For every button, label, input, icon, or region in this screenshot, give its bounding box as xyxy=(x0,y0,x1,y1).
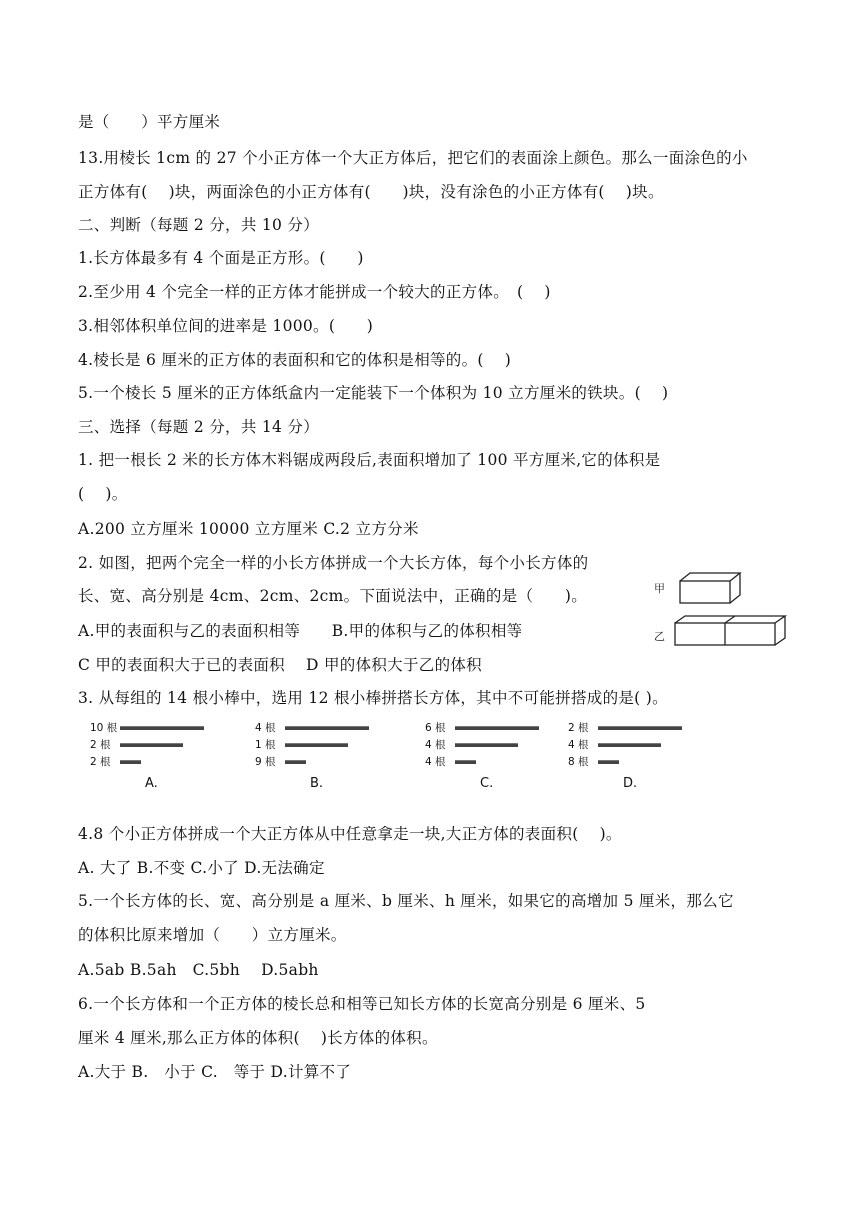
stick xyxy=(285,760,306,764)
option-letter: B. xyxy=(310,776,324,791)
option-letter: A. xyxy=(145,776,158,791)
stick-row xyxy=(568,720,718,734)
choice-q6-line-2: 厘米 4 厘米,那么正方体的体积( )长方体的体积。 xyxy=(78,1029,438,1047)
stick-count-label: 4 根 xyxy=(255,722,276,734)
stick-count-label: 10 根 xyxy=(90,722,118,734)
judge-q5: 5.一个棱长 5 厘米的正方体纸盒内一定能装下一个体积为 10 立方厘米的铁块。( ) xyxy=(78,384,669,402)
choice-q2-line-2: 长、宽、高分别是 4cm、2cm、2cm。下面说法中，正确的是（ )。 xyxy=(78,587,587,605)
stick-count-label: 4 根 xyxy=(425,756,446,768)
q13-line-1: 13.用棱长 1cm 的 27 个小正方体一个大正方体后，把它们的表面涂上颜色。那么一面涂色的小 xyxy=(78,149,748,167)
choice-q5-line-2: 的体积比原来增加（ ）立方厘米。 xyxy=(78,926,347,944)
label-jia: 甲 xyxy=(654,582,665,595)
stick-row xyxy=(90,754,240,768)
stick xyxy=(120,743,183,747)
stick-count-label: 1 根 xyxy=(255,739,276,751)
label-yi: 乙 xyxy=(654,630,665,643)
stick-row xyxy=(255,754,405,768)
judge-q3: 3.相邻体积单位间的进率是 1000。( ) xyxy=(78,317,374,335)
stick-row xyxy=(568,737,718,751)
option-letter: C. xyxy=(480,776,494,791)
stick xyxy=(285,743,348,747)
choice-q1-line-2: ( )。 xyxy=(78,485,128,503)
stick-count-label: 4 根 xyxy=(568,739,589,751)
choice-q2-options-cd: C 甲的表面积大于已的表面积 D 甲的体积大于乙的体积 xyxy=(78,656,482,674)
stick xyxy=(120,760,141,764)
stick-count-label: 2 根 xyxy=(90,739,111,751)
choice-q1-line-1: 1. 把一根长 2 米的长方体木料锯成两段后,表面积增加了 100 平方厘米,它的体积是 xyxy=(78,451,661,469)
stick-count-label: 9 根 xyxy=(255,756,276,768)
choice-q6-options: A.大于 B. 小于 C. 等于 D.计算不了 xyxy=(78,1063,352,1081)
choice-q5-options: A.5ab B.5ah C.5bh D.5abh xyxy=(78,961,319,979)
stick xyxy=(120,726,204,730)
q12-continuation: 是（ ）平方厘米 xyxy=(78,113,221,131)
stick-count-label: 8 根 xyxy=(568,756,589,768)
stick xyxy=(598,726,682,730)
stick-count-label: 6 根 xyxy=(425,722,446,734)
judge-q4: 4.棱长是 6 厘米的正方体的表面积和它的体积是相等的。( ) xyxy=(78,351,512,369)
stick-row xyxy=(425,754,575,768)
stick-group-d xyxy=(568,720,718,796)
stick xyxy=(285,726,369,730)
figure-boxes xyxy=(650,566,790,650)
stick-count-label: 2 根 xyxy=(568,722,589,734)
choice-q2-options-ab: A.甲的表面积与乙的表面积相等 B.甲的体积与乙的体积相等 xyxy=(78,622,523,640)
stick xyxy=(455,760,476,764)
stick-row xyxy=(90,720,240,734)
choice-q3-stem: 3. 从每组的 14 根小棒中，选用 12 根小棒拼搭长方体，其中不可能拼搭成的是( )。 xyxy=(78,689,668,707)
boxes-drawing xyxy=(650,566,790,650)
stick xyxy=(455,743,518,747)
stick-group-b xyxy=(255,720,405,796)
figure-sticks xyxy=(90,720,710,796)
stick xyxy=(598,760,619,764)
section-judgement-heading: 二、判断（每题 2 分，共 10 分） xyxy=(78,216,319,234)
choice-q2-line-1: 2. 如图，把两个完全一样的小长方体拼成一个大长方体，每个小长方体的 xyxy=(78,554,589,572)
stick-row xyxy=(255,720,405,734)
choice-q4-options: A. 大了 B.不变 C.小了 D.无法确定 xyxy=(78,859,325,877)
stick-group-a xyxy=(90,720,240,796)
stick-row xyxy=(90,737,240,751)
stick-count-label: 2 根 xyxy=(90,756,111,768)
stick-row xyxy=(568,754,718,768)
stick-count-label: 4 根 xyxy=(425,739,446,751)
stick-row xyxy=(255,737,405,751)
choice-q4-stem: 4.8 个小正方体拼成一个大正方体从中任意拿走一块,大正方体的表面积( )。 xyxy=(78,825,622,843)
choice-q6-line-1: 6.一个长方体和一个正方体的棱长总和相等已知长方体的长宽高分别是 6 厘米、5 xyxy=(78,995,646,1013)
choice-q1-options: A.200 立方厘米 10000 立方厘米 C.2 立方分米 xyxy=(78,520,419,538)
stick xyxy=(455,726,539,730)
judge-q1: 1.长方体最多有 4 个面是正方形。( ) xyxy=(78,249,364,267)
stick-row xyxy=(425,737,575,751)
stick-row xyxy=(425,720,575,734)
option-letter: D. xyxy=(623,776,638,791)
box-jia xyxy=(680,573,740,603)
q13-line-2: 正方体有( )块，两面涂色的小正方体有( )块，没有涂色的小正方体有( )块。 xyxy=(78,183,664,201)
choice-q5-line-1: 5.一个长方体的长、宽、高分别是 a 厘米、b 厘米、h 厘米，如果它的高增加 5 厘米，那么它 xyxy=(78,892,734,910)
box-yi xyxy=(675,616,785,645)
stick xyxy=(598,743,661,747)
stick-group-c xyxy=(425,720,575,796)
section-choice-heading: 三、选择（每题 2 分，共 14 分） xyxy=(78,418,319,436)
judge-q2: 2.至少用 4 个完全一样的正方体才能拼成一个较大的正方体。 ( ) xyxy=(78,283,551,301)
